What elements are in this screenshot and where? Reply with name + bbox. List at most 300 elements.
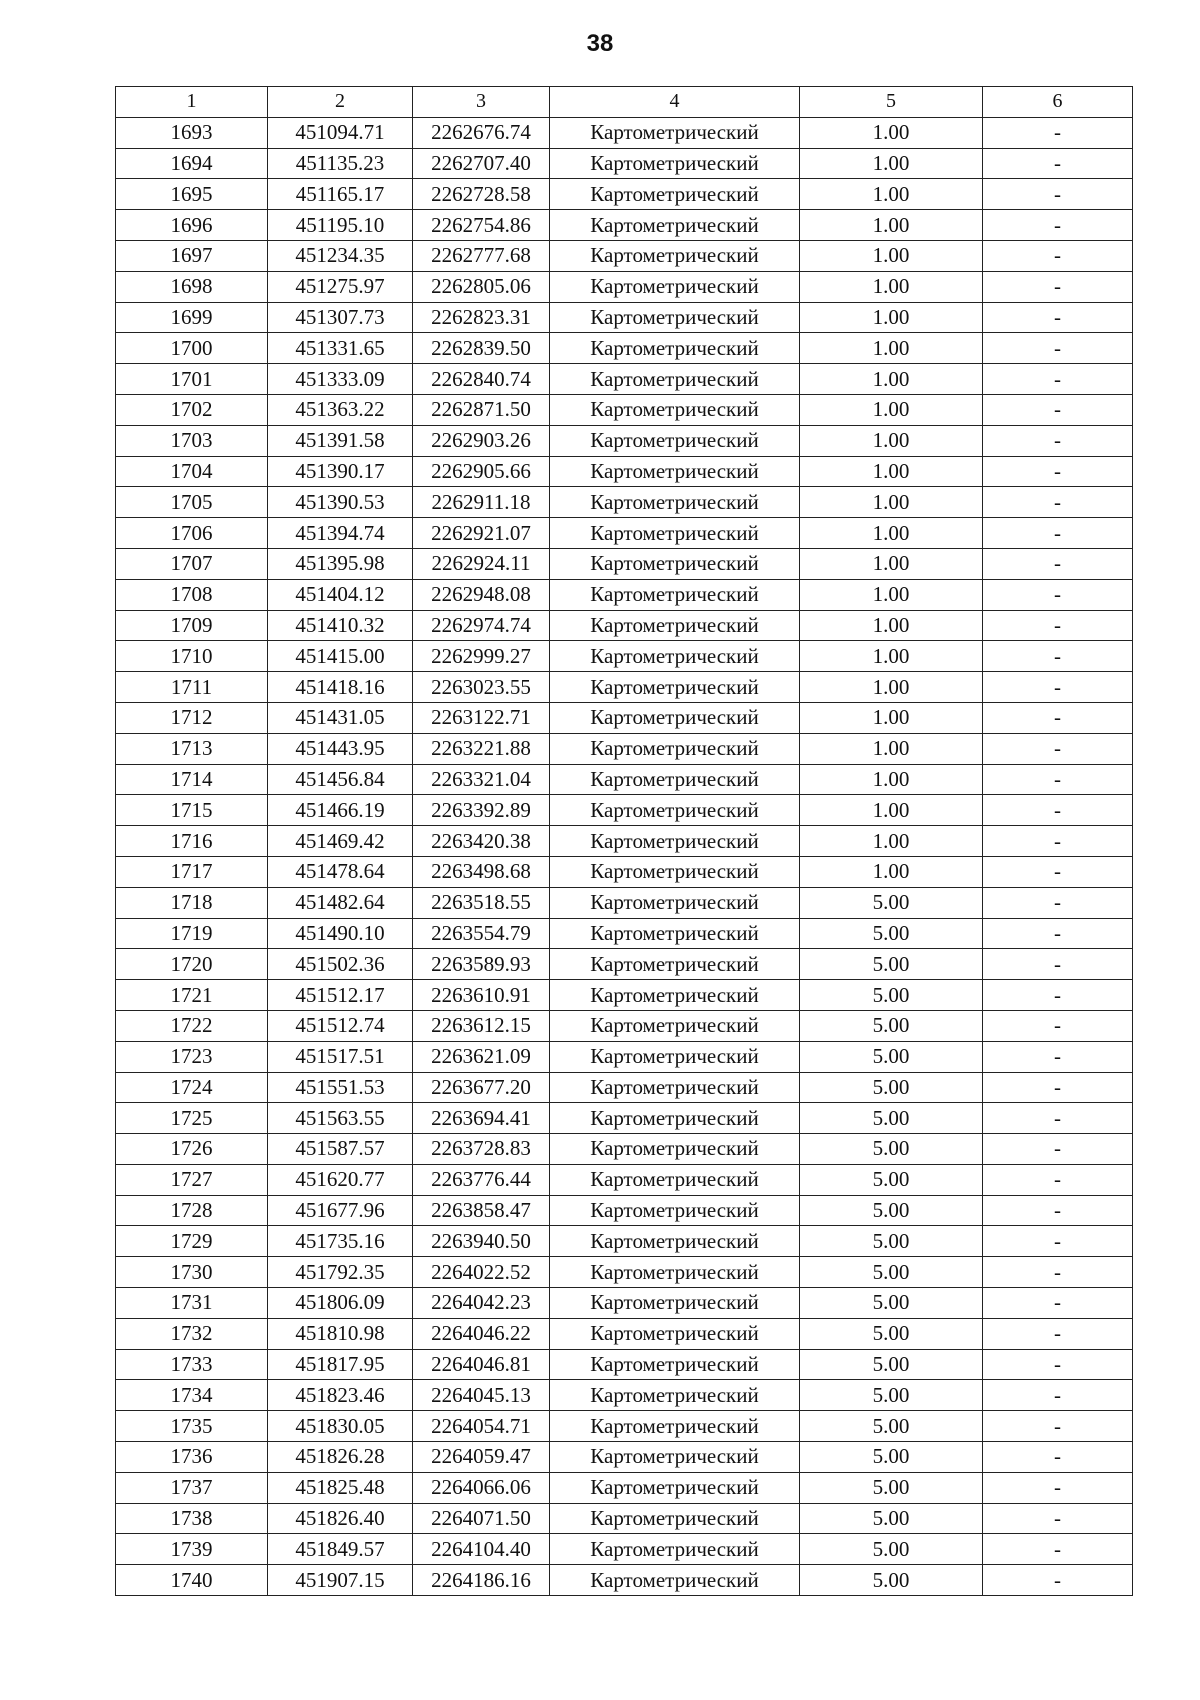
table-cell: 2264059.47 [413, 1442, 550, 1473]
table-cell: 451826.28 [268, 1442, 413, 1473]
table-cell: 2263677.20 [413, 1072, 550, 1103]
table-cell: 451830.05 [268, 1411, 413, 1442]
table-cell: Картометрический [550, 1411, 800, 1442]
table-cell: Картометрический [550, 179, 800, 210]
table-cell: 2263420.38 [413, 826, 550, 857]
table-cell: Картометрический [550, 271, 800, 302]
table-cell: Картометрический [550, 1257, 800, 1288]
table-cell: 451810.98 [268, 1318, 413, 1349]
table-cell: 451478.64 [268, 856, 413, 887]
table-cell: Картометрический [550, 1072, 800, 1103]
table-cell: - [983, 117, 1133, 148]
table-cell: 1717 [116, 856, 268, 887]
table-cell: 1.00 [800, 302, 983, 333]
table-cell: Картометрический [550, 856, 800, 887]
table-row [116, 1565, 1133, 1596]
table-cell: 5.00 [800, 980, 983, 1011]
table-row [116, 1072, 1133, 1103]
table-cell: 1723 [116, 1041, 268, 1072]
table-cell: 451195.10 [268, 210, 413, 241]
table-row [116, 1442, 1133, 1473]
table-cell: 1697 [116, 240, 268, 271]
table-cell: 1733 [116, 1349, 268, 1380]
table-row [116, 856, 1133, 887]
table-cell: 451490.10 [268, 918, 413, 949]
table-cell: 1730 [116, 1257, 268, 1288]
table-row [116, 1103, 1133, 1134]
table-cell: 451390.53 [268, 487, 413, 518]
table-cell: 1726 [116, 1134, 268, 1165]
table-cell: 451517.51 [268, 1041, 413, 1072]
table-row [116, 764, 1133, 795]
table-cell: 2262840.74 [413, 364, 550, 395]
table-cell: 451466.19 [268, 795, 413, 826]
table-cell: 5.00 [800, 1103, 983, 1134]
table-cell: Картометрический [550, 456, 800, 487]
table-cell: 2262805.06 [413, 271, 550, 302]
table-cell: 451849.57 [268, 1534, 413, 1565]
table-cell: 2263589.93 [413, 949, 550, 980]
table-cell: 451677.96 [268, 1195, 413, 1226]
table-cell: 2263554.79 [413, 918, 550, 949]
table-cell: - [983, 1072, 1133, 1103]
table-cell: 451234.35 [268, 240, 413, 271]
table-cell: - [983, 425, 1133, 456]
table-row [116, 1134, 1133, 1165]
table-cell: Картометрический [550, 1442, 800, 1473]
table-cell: 2262921.07 [413, 518, 550, 549]
table-cell: 2263728.83 [413, 1134, 550, 1165]
table-row [116, 425, 1133, 456]
table-cell: Картометрический [550, 1103, 800, 1134]
table-cell: 2263392.89 [413, 795, 550, 826]
table-cell: Картометрический [550, 364, 800, 395]
table-cell: Картометрический [550, 1010, 800, 1041]
column-header: 6 [983, 87, 1133, 118]
table-cell: Картометрический [550, 1380, 800, 1411]
table-cell: 1.00 [800, 364, 983, 395]
table-cell: 1.00 [800, 240, 983, 271]
table-row [116, 1195, 1133, 1226]
table-cell: 1.00 [800, 702, 983, 733]
table-cell: 1728 [116, 1195, 268, 1226]
table-cell: 2262903.26 [413, 425, 550, 456]
table-cell: 2262974.74 [413, 610, 550, 641]
table-cell: 1716 [116, 826, 268, 857]
table-cell: 1712 [116, 702, 268, 733]
table-cell: Картометрический [550, 1349, 800, 1380]
column-header: 2 [268, 87, 413, 118]
table-cell: Картометрический [550, 210, 800, 241]
table-cell: 451094.71 [268, 117, 413, 148]
table-cell: 451431.05 [268, 702, 413, 733]
table-cell: 5.00 [800, 1318, 983, 1349]
table-cell: 1727 [116, 1164, 268, 1195]
table-cell: 1704 [116, 456, 268, 487]
table-cell: - [983, 179, 1133, 210]
table-cell: - [983, 795, 1133, 826]
table-row [116, 795, 1133, 826]
table-cell: 1735 [116, 1411, 268, 1442]
table-cell: 1696 [116, 210, 268, 241]
table-cell: Картометрический [550, 333, 800, 364]
table-cell: Картометрический [550, 1503, 800, 1534]
table-cell: Картометрический [550, 518, 800, 549]
table-cell: 1.00 [800, 733, 983, 764]
table-row [116, 456, 1133, 487]
table-cell: 2262905.66 [413, 456, 550, 487]
table-row [116, 302, 1133, 333]
table-cell: 1729 [116, 1226, 268, 1257]
table-cell: - [983, 302, 1133, 333]
table-row [116, 1041, 1133, 1072]
table-cell: 2264046.81 [413, 1349, 550, 1380]
table-cell: 1714 [116, 764, 268, 795]
table-cell: Картометрический [550, 302, 800, 333]
table-row [116, 1380, 1133, 1411]
table-cell: - [983, 579, 1133, 610]
table-cell: 5.00 [800, 1041, 983, 1072]
table-cell: - [983, 672, 1133, 703]
table-cell: 451395.98 [268, 548, 413, 579]
table-cell: Картометрический [550, 148, 800, 179]
table-cell: Картометрический [550, 918, 800, 949]
table-row [116, 1349, 1133, 1380]
table-cell: - [983, 826, 1133, 857]
table-cell: - [983, 1134, 1133, 1165]
table-cell: 1731 [116, 1288, 268, 1319]
table-row [116, 641, 1133, 672]
table-cell: 451307.73 [268, 302, 413, 333]
table-row [116, 364, 1133, 395]
table-cell: 451735.16 [268, 1226, 413, 1257]
table-cell: 451391.58 [268, 425, 413, 456]
table-cell: 2264186.16 [413, 1565, 550, 1596]
coordinates-table [115, 86, 1133, 1596]
table-cell: 5.00 [800, 918, 983, 949]
table-cell: 2262676.74 [413, 117, 550, 148]
table-cell: Картометрический [550, 240, 800, 271]
table-cell: 2263940.50 [413, 1226, 550, 1257]
table-cell: 1695 [116, 179, 268, 210]
table-cell: 1693 [116, 117, 268, 148]
table-row [116, 148, 1133, 179]
table-cell: Картометрический [550, 394, 800, 425]
table-row [116, 487, 1133, 518]
table-cell: Картометрический [550, 425, 800, 456]
table-cell: Картометрический [550, 548, 800, 579]
table-row [116, 1534, 1133, 1565]
table-cell: - [983, 456, 1133, 487]
table-cell: 2262823.31 [413, 302, 550, 333]
table-cell: Картометрический [550, 1534, 800, 1565]
table-row [116, 672, 1133, 703]
table-cell: - [983, 333, 1133, 364]
table-cell: 2263023.55 [413, 672, 550, 703]
table-cell: - [983, 1380, 1133, 1411]
table-cell: 451551.53 [268, 1072, 413, 1103]
table-cell: 2264071.50 [413, 1503, 550, 1534]
table-cell: 1722 [116, 1010, 268, 1041]
table-cell: 451363.22 [268, 394, 413, 425]
table-cell: 451512.17 [268, 980, 413, 1011]
table-cell: 451825.48 [268, 1472, 413, 1503]
table-cell: 1720 [116, 949, 268, 980]
table-cell: - [983, 1349, 1133, 1380]
table-cell: - [983, 1164, 1133, 1195]
table-cell: 451563.55 [268, 1103, 413, 1134]
table-row [116, 548, 1133, 579]
table-cell: 2263612.15 [413, 1010, 550, 1041]
table-row [116, 394, 1133, 425]
table-cell: - [983, 918, 1133, 949]
table-cell: 2263321.04 [413, 764, 550, 795]
table-cell: - [983, 702, 1133, 733]
table-row [116, 1472, 1133, 1503]
table-cell: 1706 [116, 518, 268, 549]
table-cell: 451792.35 [268, 1257, 413, 1288]
table-cell: Картометрический [550, 487, 800, 518]
table-row [116, 579, 1133, 610]
table-cell: 2263610.91 [413, 980, 550, 1011]
table-cell: 451907.15 [268, 1565, 413, 1596]
table-cell: 1.00 [800, 210, 983, 241]
table-cell: Картометрический [550, 1164, 800, 1195]
table-cell: 2262777.68 [413, 240, 550, 271]
table-cell: 1713 [116, 733, 268, 764]
table-cell: 1.00 [800, 394, 983, 425]
table-cell: 2264045.13 [413, 1380, 550, 1411]
table-cell: 451826.40 [268, 1503, 413, 1534]
table-cell: Картометрический [550, 949, 800, 980]
table-cell: 451390.17 [268, 456, 413, 487]
table-row [116, 826, 1133, 857]
table-cell: 5.00 [800, 887, 983, 918]
table-cell: 1.00 [800, 795, 983, 826]
table-cell: Картометрический [550, 795, 800, 826]
table-cell: 1.00 [800, 641, 983, 672]
table-cell: 5.00 [800, 1072, 983, 1103]
table-cell: 451456.84 [268, 764, 413, 795]
table-cell: 2263776.44 [413, 1164, 550, 1195]
table-cell: 2264066.06 [413, 1472, 550, 1503]
table-cell: 1725 [116, 1103, 268, 1134]
table-cell: - [983, 1288, 1133, 1319]
table-cell: 451587.57 [268, 1134, 413, 1165]
table-cell: - [983, 394, 1133, 425]
table-cell: 5.00 [800, 1257, 983, 1288]
table-cell: 1699 [116, 302, 268, 333]
table-cell: 1705 [116, 487, 268, 518]
page-number: 38 [586, 30, 614, 57]
table-cell: 1.00 [800, 856, 983, 887]
table-cell: 2264042.23 [413, 1288, 550, 1319]
table-cell: 451418.16 [268, 672, 413, 703]
table-cell: Картометрический [550, 579, 800, 610]
table-cell: Картометрический [550, 887, 800, 918]
table-cell: 451443.95 [268, 733, 413, 764]
table-cell: - [983, 641, 1133, 672]
table-cell: 1.00 [800, 764, 983, 795]
table-cell: 2263694.41 [413, 1103, 550, 1134]
table-cell: Картометрический [550, 980, 800, 1011]
table-row [116, 918, 1133, 949]
table-cell: 2263858.47 [413, 1195, 550, 1226]
table-cell: 2263498.68 [413, 856, 550, 887]
column-header: 3 [413, 87, 550, 118]
table-cell: 1.00 [800, 117, 983, 148]
table-cell: - [983, 1010, 1133, 1041]
table-row [116, 887, 1133, 918]
table-cell: 1.00 [800, 518, 983, 549]
table-cell: 5.00 [800, 1472, 983, 1503]
table-cell: 1736 [116, 1442, 268, 1473]
table-cell: - [983, 887, 1133, 918]
column-header: 5 [800, 87, 983, 118]
table-cell: 2262924.11 [413, 548, 550, 579]
table-cell: Картометрический [550, 1288, 800, 1319]
table-cell: Картометрический [550, 1041, 800, 1072]
table-cell: 1732 [116, 1318, 268, 1349]
table-cell: - [983, 548, 1133, 579]
table-cell: 1707 [116, 548, 268, 579]
table-cell: 1.00 [800, 333, 983, 364]
table-cell: 1718 [116, 887, 268, 918]
table-cell: 1721 [116, 980, 268, 1011]
column-header: 4 [550, 87, 800, 118]
table-cell: 2262728.58 [413, 179, 550, 210]
table-row [116, 240, 1133, 271]
table-cell: Картометрический [550, 826, 800, 857]
table-cell: 1701 [116, 364, 268, 395]
table-cell: Картометрический [550, 672, 800, 703]
table-cell: 1739 [116, 1534, 268, 1565]
table-cell: - [983, 949, 1133, 980]
table-row [116, 1411, 1133, 1442]
table-row [116, 1010, 1133, 1041]
table-cell: 5.00 [800, 1380, 983, 1411]
table-cell: 451135.23 [268, 148, 413, 179]
table-cell: - [983, 1041, 1133, 1072]
table-cell: 1698 [116, 271, 268, 302]
table-cell: 2264022.52 [413, 1257, 550, 1288]
table-cell: 2263518.55 [413, 887, 550, 918]
table-row [116, 271, 1133, 302]
table-cell: - [983, 518, 1133, 549]
table-row [116, 1257, 1133, 1288]
table-cell: Картометрический [550, 1134, 800, 1165]
table-cell: 451331.65 [268, 333, 413, 364]
table-cell: - [983, 1103, 1133, 1134]
table-cell: 5.00 [800, 1565, 983, 1596]
table-cell: 1702 [116, 394, 268, 425]
table-cell: Картометрический [550, 1472, 800, 1503]
table-cell: Картометрический [550, 733, 800, 764]
table-row [116, 610, 1133, 641]
table-cell: 5.00 [800, 1195, 983, 1226]
table-cell: - [983, 1411, 1133, 1442]
table-cell: 2263122.71 [413, 702, 550, 733]
table-cell: - [983, 1534, 1133, 1565]
table-cell: Картометрический [550, 702, 800, 733]
table-cell: Картометрический [550, 1195, 800, 1226]
table-cell: 5.00 [800, 1349, 983, 1380]
table-row [116, 518, 1133, 549]
table-cell: 1724 [116, 1072, 268, 1103]
table-cell: - [983, 856, 1133, 887]
table-cell: Картометрический [550, 1226, 800, 1257]
table-cell: - [983, 980, 1133, 1011]
table-cell: Картометрический [550, 1318, 800, 1349]
table-cell: 1.00 [800, 179, 983, 210]
table-cell: 2262754.86 [413, 210, 550, 241]
table-cell: 2262948.08 [413, 579, 550, 610]
table-cell: 451620.77 [268, 1164, 413, 1195]
table-header-row [116, 87, 1133, 118]
table-cell: 1719 [116, 918, 268, 949]
table-cell: 451482.64 [268, 887, 413, 918]
table-cell: 1709 [116, 610, 268, 641]
table-cell: 451333.09 [268, 364, 413, 395]
table-cell: 1.00 [800, 271, 983, 302]
table-cell: 1.00 [800, 548, 983, 579]
table-cell: 2263221.88 [413, 733, 550, 764]
table-cell: 2262871.50 [413, 394, 550, 425]
table-cell: 451415.00 [268, 641, 413, 672]
table-cell: 5.00 [800, 1134, 983, 1165]
table-cell: 5.00 [800, 1226, 983, 1257]
table-cell: - [983, 148, 1133, 179]
table-cell: 1.00 [800, 579, 983, 610]
table-cell: 5.00 [800, 1164, 983, 1195]
table-row [116, 702, 1133, 733]
table-cell: - [983, 1257, 1133, 1288]
table-cell: - [983, 764, 1133, 795]
table-cell: - [983, 1195, 1133, 1226]
table-cell: - [983, 1226, 1133, 1257]
table-cell: 2262999.27 [413, 641, 550, 672]
table-cell: 451806.09 [268, 1288, 413, 1319]
table-cell: 5.00 [800, 1442, 983, 1473]
table-cell: Картометрический [550, 1565, 800, 1596]
table-cell: Картометрический [550, 610, 800, 641]
table-cell: 2264054.71 [413, 1411, 550, 1442]
table-cell: 451817.95 [268, 1349, 413, 1380]
table-cell: Картометрический [550, 764, 800, 795]
table-cell: 5.00 [800, 1010, 983, 1041]
table-cell: 1694 [116, 148, 268, 179]
table-row [116, 1503, 1133, 1534]
table-row [116, 333, 1133, 364]
table-cell: - [983, 1503, 1133, 1534]
table-cell: 1738 [116, 1503, 268, 1534]
table-cell: 451502.36 [268, 949, 413, 980]
table-cell: - [983, 487, 1133, 518]
table-cell: 1737 [116, 1472, 268, 1503]
table-cell: 5.00 [800, 1411, 983, 1442]
table-cell: 1.00 [800, 672, 983, 703]
table-cell: - [983, 210, 1133, 241]
table-cell: 1.00 [800, 148, 983, 179]
table-cell: 451404.12 [268, 579, 413, 610]
table-cell: Картометрический [550, 117, 800, 148]
table-cell: 2263621.09 [413, 1041, 550, 1072]
table-body [116, 117, 1133, 1595]
table-row [116, 1226, 1133, 1257]
table-cell: 1734 [116, 1380, 268, 1411]
table-cell: 451469.42 [268, 826, 413, 857]
table-cell: - [983, 733, 1133, 764]
